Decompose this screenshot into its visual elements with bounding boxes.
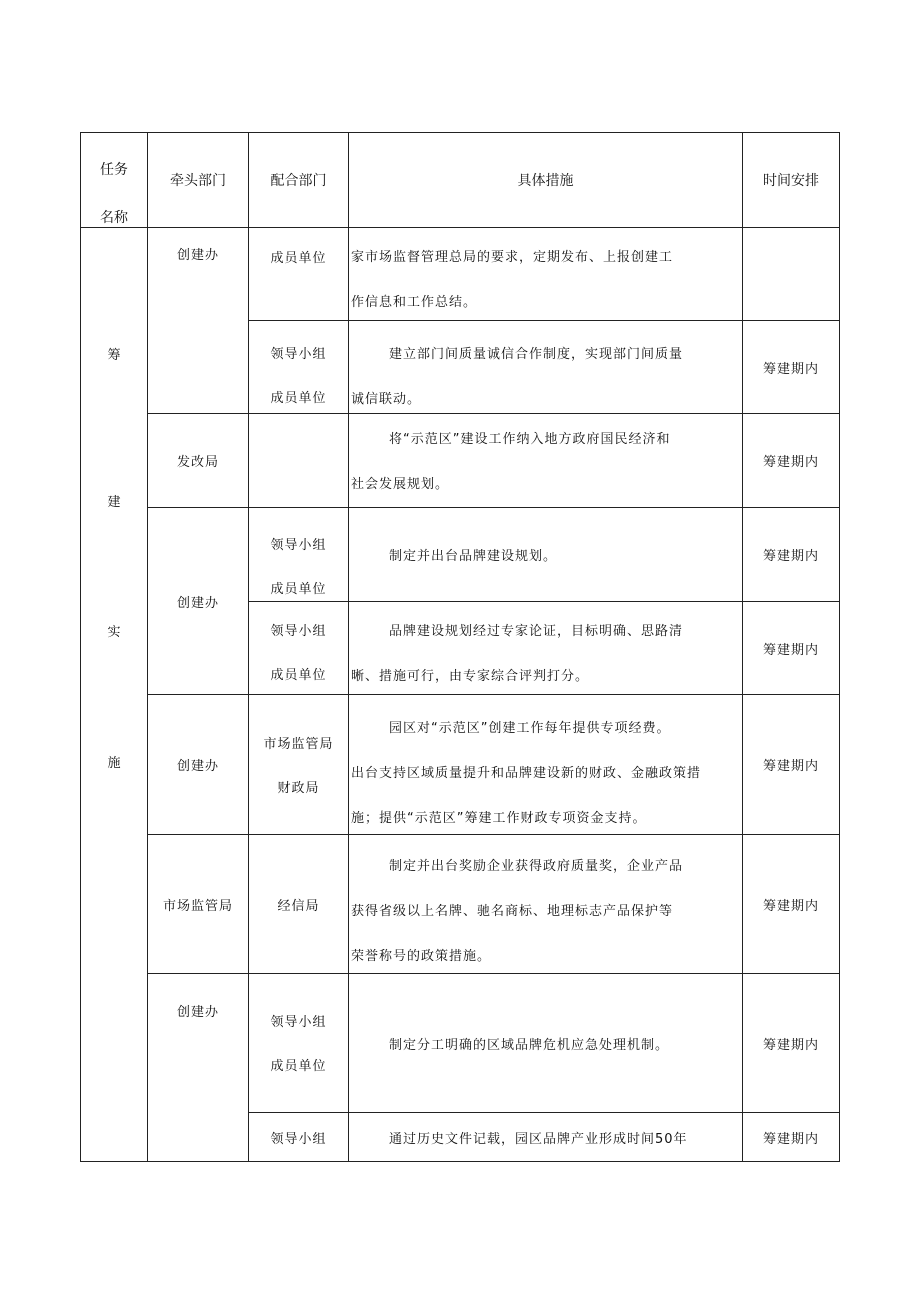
coop-dept-text: 成员单位	[270, 391, 327, 406]
coop-dept-text: 成员单位	[270, 582, 327, 597]
measure-cell	[349, 414, 743, 508]
measure-cell	[349, 508, 743, 602]
schedule-cell: 筹建期内	[743, 602, 840, 695]
coop-dept-text: 领导小组	[270, 1015, 327, 1030]
measure-line: 作信息和工作总结。	[351, 295, 478, 310]
coop-dept-text: 财政局	[277, 781, 320, 796]
schedule-cell: 筹建期内	[743, 321, 840, 414]
header-task-name-line2: 名称	[100, 210, 128, 226]
lead-dept-cell: 创建办	[148, 508, 249, 695]
measure-cell	[349, 835, 743, 974]
header-task-name-line1: 任务	[100, 162, 128, 178]
measure-line: 制定并出台品牌建设规划。	[389, 549, 558, 564]
coop-dept-cell	[249, 321, 349, 414]
measure-line: 家市场监督管理总局的要求，定期发布、上报创建工	[351, 250, 674, 265]
table-row	[81, 835, 840, 974]
coop-dept-text: 领导小组	[270, 538, 327, 553]
schedule-cell	[743, 228, 840, 321]
measure-line: 制定分工明确的区域品牌危机应急处理机制。	[389, 1037, 670, 1053]
measure-cell	[349, 321, 743, 414]
task-name-cell	[81, 228, 148, 1162]
measure-line: 施；提供“示范区”筹建工作财政专项资金支持。	[351, 811, 647, 826]
task-name-char: 筹	[107, 348, 121, 363]
lead-dept-cell	[148, 974, 249, 1162]
measure-line: 荣誉称号的政策措施。	[351, 949, 492, 964]
coop-dept-cell: 领导小组	[249, 1113, 349, 1162]
measure-line: 将“示范区”建设工作纳入地方政府国民经济和	[389, 432, 671, 447]
header-lead-dept: 牵头部门	[148, 133, 249, 228]
measure-line: 出台支持区域质量提升和品牌建设新的财政、金融政策措	[351, 766, 702, 781]
header-coop-dept: 配合部门	[249, 133, 349, 228]
coop-dept-text: 成员单位	[270, 1059, 327, 1074]
header-measures: 具体措施	[349, 133, 743, 228]
measure-cell	[349, 602, 743, 695]
measure-line: 获得省级以上名牌、驰名商标、地理标志产品保护等	[351, 904, 674, 919]
measure-line: 通过历史文件记载，园区品牌产业形成时间50年	[389, 1131, 688, 1147]
schedule-cell: 筹建期内	[743, 695, 840, 835]
measure-line: 园区对“示范区”创建工作每年提供专项经费。	[389, 721, 671, 736]
coop-dept-text: 市场监管局	[263, 737, 334, 752]
schedule-cell: 筹建期内	[743, 835, 840, 974]
coop-dept-cell	[249, 974, 349, 1113]
measure-line: 建立部门间质量诚信合作制度，实现部门间质量	[389, 347, 684, 362]
coop-dept-text: 领导小组	[270, 347, 327, 362]
measure-line: 诚信联动。	[351, 392, 422, 407]
lead-dept-text: 创建办	[176, 1005, 219, 1020]
measure-cell	[349, 695, 743, 835]
coop-dept-text: 成员单位	[270, 668, 327, 683]
schedule-cell: 筹建期内	[743, 508, 840, 602]
coop-dept-text: 成员单位	[270, 251, 327, 266]
coop-dept-cell	[249, 414, 349, 508]
measure-cell	[349, 974, 743, 1113]
task-table	[80, 132, 840, 1162]
coop-dept-cell	[249, 602, 349, 695]
lead-dept-cell: 市场监管局	[148, 835, 249, 974]
task-name-char: 实	[107, 625, 121, 640]
task-name-char: 建	[107, 495, 121, 510]
header-schedule: 时间安排	[743, 133, 840, 228]
table-row	[81, 228, 840, 321]
schedule-cell: 筹建期内	[743, 974, 840, 1113]
task-name-char: 施	[107, 756, 121, 771]
lead-dept-cell: 创建办	[148, 695, 249, 835]
document-page	[80, 132, 840, 1162]
table-row	[81, 974, 840, 1113]
table-row	[81, 508, 840, 602]
measure-line: 品牌建设规划经过专家论证，目标明确、思路清	[389, 624, 684, 639]
coop-dept-cell: 经信局	[249, 835, 349, 974]
measure-cell	[349, 228, 743, 321]
header-task-name	[81, 133, 148, 228]
table-row	[81, 414, 840, 508]
lead-dept-cell: 发改局	[148, 414, 249, 508]
header-row	[81, 133, 840, 228]
lead-dept-cell	[148, 228, 249, 414]
table-row	[81, 695, 840, 835]
coop-dept-cell	[249, 228, 349, 321]
measure-cell	[349, 1113, 743, 1162]
measure-line: 制定并出台奖励企业获得政府质量奖，企业产品	[389, 859, 684, 874]
coop-dept-text: 领导小组	[270, 624, 327, 639]
schedule-cell: 筹建期内	[743, 414, 840, 508]
measure-line: 晰、措施可行，由专家综合评判打分。	[351, 669, 590, 684]
schedule-cell: 筹建期内	[743, 1113, 840, 1162]
lead-dept-text: 创建办	[176, 248, 219, 263]
measure-line: 社会发展规划。	[351, 477, 450, 492]
coop-dept-cell	[249, 695, 349, 835]
coop-dept-cell	[249, 508, 349, 602]
